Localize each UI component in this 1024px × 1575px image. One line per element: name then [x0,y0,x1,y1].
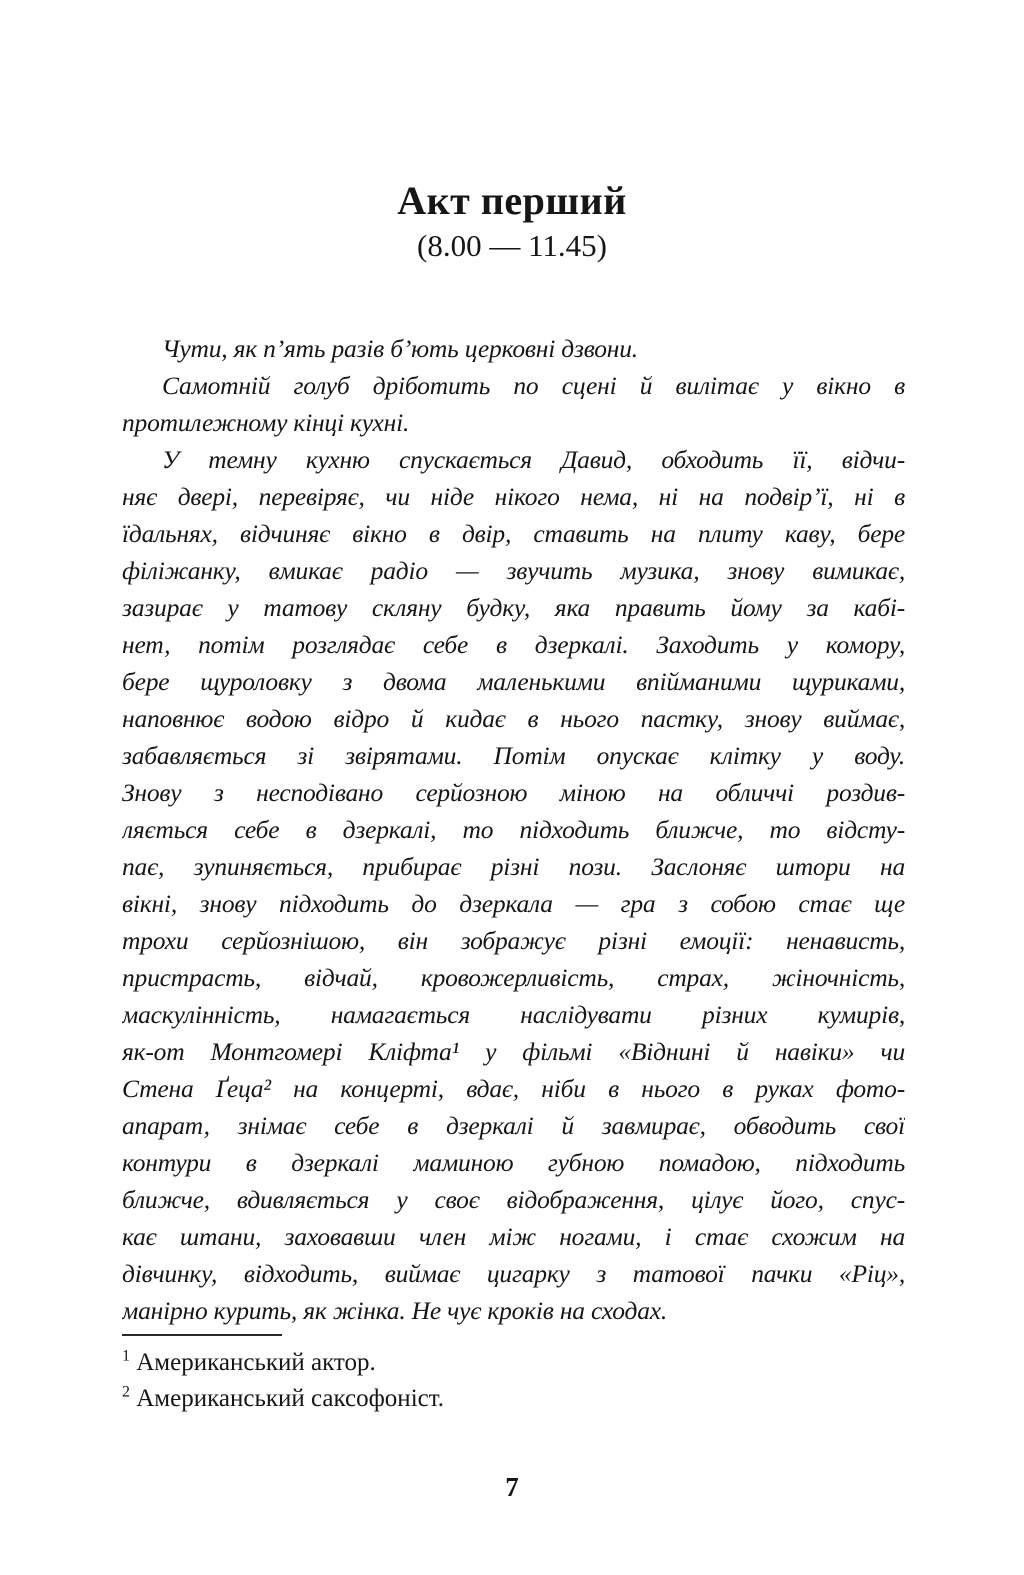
text-line: як-от Монтгомері Кліфта¹ у фільмі «Віднині й навіки» чи [122,1037,905,1066]
text-line: У темну кухню спускається Давид, обходить її, відчи- [162,445,905,474]
text-line: забавляється зі звірятами. Потім опускає клітку у воду. [122,741,905,770]
footnote [122,1381,905,1417]
text-line: ляється себе в дзеркалі, то підходить ближче, то відсту- [122,815,905,844]
footnote-marker: 1 [122,1347,130,1365]
text-line: апарат, знімає себе в дзеркалі й завмирає, обводить свої [122,1111,905,1140]
text-line: дівчинку, відходить, виймає цигарку з татової пачки «Ріц», [122,1259,905,1288]
text-line: манірно курить, як жінка. Не чує кроків на сходах. [122,1296,668,1325]
text-line: наповнює водою відро й кидає в нього пастку, знову виймає, [122,704,905,733]
footnote-text: Американський актор. [130,1349,376,1376]
text-line: трохи серйознішою, він зображує різні емоції: ненависть, [122,926,905,955]
text-line: Знову з несподівано серйозною міною на обличчі роздив- [122,778,905,807]
text-line: няє двері, перевіряє, чи ніде нікого нема, ні на подвір’ї, ні в [122,482,905,511]
text-line: філіжанку, вмикає радіо — звучить музика, знову вимикає, [122,556,905,585]
stage-directions [122,330,905,1329]
footnote-text: Американський саксофоніст. [130,1385,445,1412]
page-number: 7 [505,1472,519,1502]
text-line: бере щуроловку з двома маленькими впійманими щуриками, [122,667,905,696]
text-line: Чути, як п’ять разів б’ють церковні дзвони. [162,334,638,363]
text-line: ближче, вдивляється у своє відображення, цілує його, спус- [122,1185,905,1214]
text-line: їдальнях, відчиняє вікно в двір, ставить на плиту каву, бере [122,519,905,548]
footnotes [122,1345,905,1417]
text-line: маскулінність, намагається наслідувати різних кумирів, [122,1000,905,1029]
text-line: протилежному кінці кухні. [122,408,410,437]
text-line: контури в дзеркалі маминою губною помадою, підходить [122,1148,905,1177]
page-title: Акт перший [397,178,627,223]
text-line: зазирає у татову скляну будку, яка править йому за кабі- [122,593,905,622]
footnote-separator [122,1334,282,1336]
paragraph [122,367,905,441]
footnote [122,1345,905,1381]
text-line: пристрасть, відчай, кровожерливість, страх, жіночність, [122,963,905,992]
paragraph [122,441,905,1329]
text-line: нет, потім розглядає себе в дзеркалі. Заходить у комору, [122,630,905,659]
text-line: Стена Ґеца² на концерті, вдає, ніби в нього в руках фото- [122,1074,905,1103]
title-block [0,178,1024,264]
paragraph [122,330,905,367]
page-subtitle: (8.00 — 11.45) [417,228,607,263]
footnote-marker: 2 [122,1383,130,1401]
text-line: пає, зупиняється, прибирає різні пози. Заслоняє штори на [122,852,905,881]
text-line: Самотній голуб дріботить по сцені й вилітає у вікно в [162,371,905,400]
text-line: вікні, знову підходить до дзеркала — гра з собою стає ще [122,889,905,918]
footnote-block [122,1334,905,1417]
text-line: кає штани, заховавши член між ногами, і стає схожим на [122,1222,905,1251]
